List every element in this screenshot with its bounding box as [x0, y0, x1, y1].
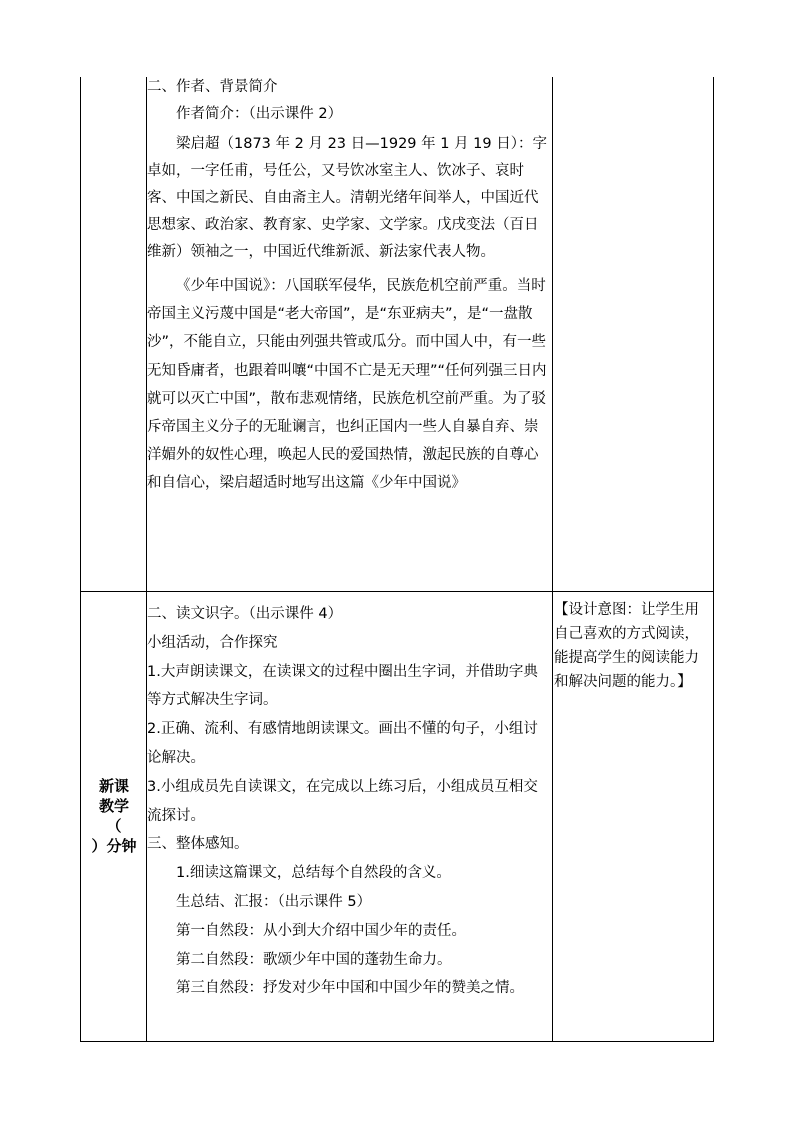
paragraph-2-summary: 第二自然段：歌颂少年中国的蓬勃生命力。: [176, 951, 452, 968]
table-border-left: [80, 77, 81, 1041]
step-3: 3.小组成员先自读课文，在完成以上练习后，小组成员互相交流探讨。: [147, 778, 538, 824]
stage-label-line3: （: [106, 817, 122, 835]
step-1: 1.大声朗读课文，在读课文的过程中圈出生字词，并借助字典等方式解决生字词。: [147, 663, 538, 709]
stage-label-line1: 新课: [98, 777, 129, 795]
table-border-bottom: [80, 1041, 714, 1042]
stage-label-line4: ）分钟: [91, 837, 137, 855]
section-heading-overview: 三、整体感知。: [147, 836, 249, 853]
paragraph-1-summary: 第一自然段：从小到大介绍中国少年的责任。: [176, 922, 466, 939]
paragraph-3-summary: 第三自然段：抒发对少年中国和中国少年的赞美之情。: [176, 980, 524, 997]
teaching-content-cell: [147, 600, 552, 1003]
background-text: 《少年中国说》：八国联军侵华，民族危机空前严重。当时帝国主义污蔑中国是“老大帝国”，是“东亚病夫”，是“一盘散沙”，不能自立，只能由列强共管或瓜分。而中国人中，有一些无知昏庸者，也跟着叫嚷“中国不亡是无天理”“任何列强三日内就可以灭亡中国”，散布悲观情绪，民族危机空前严重。为了驳斥帝国主义分子的无耻谰言，也纠正国内一些人自暴自弃、崇洋媚外的奴性心理，唤起人民的爱国热情，激起民族的自尊心和自信心，梁启超适时地写出这篇《少年中国说》: [147, 278, 547, 492]
stage-label: [82, 776, 146, 856]
report-label: 生总结、汇报：（出示课件 5）: [176, 893, 372, 910]
task-1: 1.细读这篇课文，总结每个自然段的含义。: [176, 865, 451, 882]
table-row-divider: [80, 591, 714, 592]
table-divider-design: [552, 77, 553, 1041]
step-2: 2.正确、流利、有感情地朗读课文。画出不懂的句子，小组讨论解决。: [147, 721, 538, 766]
table-border-right: [713, 77, 714, 1041]
section-heading-author: 二、作者、背景简介: [147, 79, 278, 95]
section-heading-reading: 二、读文识字。（出示课件 4）: [147, 606, 343, 622]
author-background-cell: [147, 77, 552, 498]
group-activity: 小组活动，合作探究: [147, 634, 278, 651]
stage-label-line2: 教学: [98, 797, 129, 815]
author-bio: 梁启超（1873 年 2 月 23 日—1929 年 1 月 19 日）：字卓如，一字任甫，号任公，又号饮冰室主人、饮冰子、哀时客、中国之新民、自由斋主人。清朝光绪年间举人，中国近代思想家、政治家、教育家、史学家、文学家。戊戌变法（百日维新）领袖之一，中国近代维新派、新法家代表人物。: [147, 136, 547, 260]
author-intro-label: 作者简介：（出示课件 2）: [176, 106, 343, 122]
design-intent-note: 【设计意图：让学生用自己喜欢的方式阅读，能提高学生的阅读能力和解决问题的能力。】: [554, 602, 699, 690]
